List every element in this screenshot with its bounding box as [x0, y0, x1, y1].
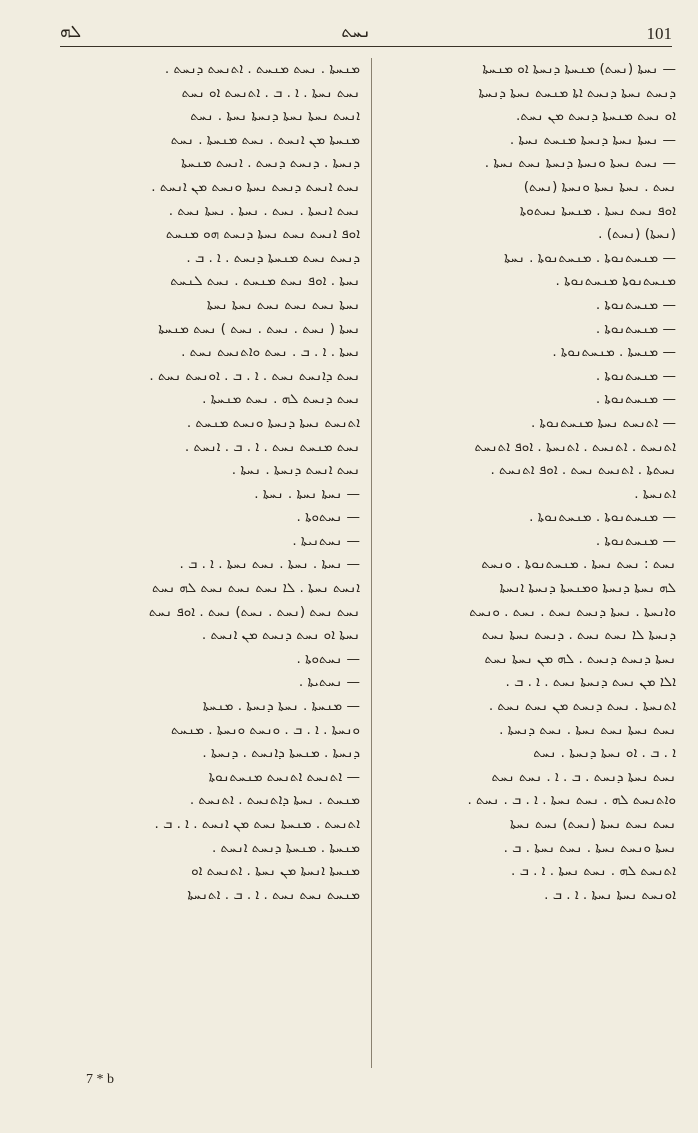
text-line: ܢܚܬܐ ܘܢܚܬ ܢܚܬܐ . ܢܚܬ ܢܚܬܐ . ܒ . [503, 839, 676, 856]
text-line: ܐܢܚܬ ܢܚܬܐ . ܠܐ ܢܚܬ ܢܚܬ ܢܚܬ ܠܗ ܢܚܬ [151, 580, 360, 597]
header-rule [60, 46, 672, 47]
text-line: ܢܚܬܬܐ . ܐܬܢܚܬ ܢܚܬ . ܐܘܦ ܐܬܢܚܬ . [490, 462, 676, 479]
text-line: ܢܚܬ ܢܚܬܐ . ܐ . ܒ . ܐܬܢܚܬ ܐܘ ܢܚܬ [181, 84, 360, 101]
text-line: — ܢܚܬܘܬܐ . [296, 509, 360, 526]
text-line: ܠܗ ܢܚܬܐ ܕܢܚܬܐ ܘܡܢܚܬܐ ܕܢܚܬܐ ܐܢܚܬܐ [499, 580, 676, 597]
text-line: ܡܢܚܬ ܢܚܬ ܢܚܬ . ܐ . ܒ . ܐܬܢܚܬܐ [187, 886, 360, 903]
text-line: — ܡܢܚܬܢܘܬܐ . [595, 391, 676, 408]
text-line: ܘܢܚܬܐ . ܐ . ܒ . ܘܢܚܬ ܘܢܚܬܐ . ܡܢܚܬ [170, 721, 360, 738]
right-column [380, 58, 676, 907]
text-line: ܡܢܚܬܐ ܐܢܚܬܐ ܡܢ ܢܚܬܐ . ܐܬܢܚܬ ܐܘ [191, 863, 360, 880]
text-line: ܡܢܚܬܐ ܡܢ ܐܢܚܬ . ܢܚܬ ܡܢܚܬܐ . ܢܚܬ [170, 131, 360, 148]
text-line: ܕܢܚܬܐ . ܕܢܚܬ ܕܢܚܬ . ܐܢܚܬ ܡܢܚܬܐ [181, 155, 360, 172]
text-line: ܢܚܬ ܕܐܢܚܬ ܢܚܬ . ܐ . ܒ . ܐܘܢܚܬ ܢܚܬ . [149, 367, 360, 384]
left-column [64, 58, 360, 907]
text-line: ܕܢܚܬ ܢܚܬ ܡܢܚܬܐ ܕܢܚܬ . ܐ . ܒ . [186, 249, 360, 266]
text-line: ܐܘܢܚܬ ܢܚܬܐ ܢܚܬܐ . ܐ . ܒ . [544, 886, 676, 903]
text-line: — ܢܚܬ ܢܚܬܐ ܘܢܚܬܐ ܕܢܚܬܐ ܢܚܬ ܢܚܬܐ . [484, 155, 676, 172]
text-line: ܐܬܢܚܬ ܠܗ . ܢܚܬ ܢܚܬܐ . ܐ . ܒ . [511, 863, 676, 880]
text-line: ܢܚܬ ܐܢܚܬ ܕܢܚܬܐ . ܢܚܬܐ . [231, 462, 360, 479]
page-header [40, 20, 672, 48]
text-line: — ܡܢܚܬܢܘܬܐ . [595, 367, 676, 384]
text-line: — ܡܢܚܬܢܘܬܐ . [595, 296, 676, 313]
column-divider [371, 58, 372, 1068]
text-line: ܐܘܦ ܢܚܬ ܢܚܬܐ . ܡܢܚܬܐ ܢܚܬܘܬܐ [519, 202, 676, 219]
text-line: ܢܚܬ : ܢܚܬ ܢܚܬܐ . ܡܢܚܬܢܘܬܐ . ܘܢܚܬ [481, 556, 676, 573]
text-line: ܢܚܬ ܐܢܚܬ ܕܢܚܬ ܢܚܬܐ ܘܢܚܬ ܡܢ ܐܢܚܬ . [151, 178, 360, 195]
page-number: 101 [646, 24, 672, 43]
text-line: ܢܚܬ ܐܢܚܬܐ . ܢܚܬ . ܢܚܬܐ . ܢܚܬܐ ܢܚܬ . [168, 202, 360, 219]
text-line: ܐܬܢܚܬ . ܡܢܚܬܐ ܢܚܬ ܡܢ ܐܢܚܬ . ܐ . ܒ . [154, 816, 360, 832]
text-line: — ܡܢܚܬܢܘܬܐ . [595, 320, 676, 337]
text-line: ܡܢܚܬܐ . ܢܚܬ ܡܢܚܬ . ܐܬܢܚܬ ܕܢܚܬ . [164, 61, 360, 77]
text-line: ܕܢܚܬܐ . ܡܢܚܬܐ ܕܐܢܚܬ . ܕܢܚܬܐ . [202, 745, 360, 762]
text-line: ܡܢܚܬܢܘܬܐ ܡܢܚܬܢܘܬܐ . [555, 273, 676, 290]
text-line: ܘܐܬܢܚܬ ܠܗ . ܢܚܬ ܢܚܬܐ . ܐ . ܒ . ܢܚܬ . [467, 792, 676, 809]
text-line: — ܐܬܢܚܬ ܐܬܢܚܬ ܡܢܚܬܢܘܬܐ [208, 768, 360, 785]
text-line: — ܢܚܬܐ ܢܚܬܐ . ܢܚܬܐ . [254, 485, 360, 502]
text-line: ܢܚܬܐ ( ܢܚܬ . ܢܚܬ . ܢܚܬ ) ܢܚܬ ܡܢܚܬܐ [158, 320, 360, 337]
text-line: ܐܬܢܚܬܐ . ܢܚܬ ܕܢܚܬ ܡܢ ܢܚܬ ܢܚܬ . [488, 698, 676, 715]
running-title: ܢܚܬ [341, 22, 371, 42]
text-line: ܢܚܬ ܢܚܬ ܢܚܬܐ (ܢܚܬ) ܢܚܬ ܢܚܬܐ [509, 816, 676, 832]
text-line: ܐܘ ܢܚܬ ܡܢܚܬܐ ܕܢܚܬ ܡܢ ܢܚܬ. [516, 108, 676, 125]
text-line: — ܡܢܚܬܐ . ܢܚܬܐ ܕܢܚܬܐ . ܡܢܚܬܐ [202, 698, 360, 715]
text-line: — ܡܢܚܬܐ . ܡܢܚܬܢܘܬܐ . [552, 344, 676, 361]
text-line: ܢܚܬ ܡܢܚܬ ܢܚܬ . ܐ . ܒ . ܐܢܚܬ . [184, 438, 360, 455]
text-line: — ܢܚܬܢܝܬܐ . [292, 532, 360, 549]
text-line: ܐܢܚܬ ܢܚܬܐ ܢܚܬܐ ܕܢܚܬܐ ܢܚܬܐ . ܢܚܬ [190, 108, 360, 125]
text-line: ܐܬܢܚܬܐ . [634, 485, 676, 502]
text-line: ܐܘܦ ܐܢܚܬ ܢܚܬ ܢܚܬܐ ܕܢܚܬ ܗܘ ܡܢܚܬ [165, 226, 360, 243]
text-line: ܢܚܬܐ . ܐܘܦ ܢܚܬ ܡܢܚܬ . ܢܚܬ ܠܢܚܬ [170, 273, 360, 290]
signature-mark: 7 * b [86, 1072, 114, 1087]
text-line: ܕܢܚܬܐ ܠܐ ܢܚܬ ܢܚܬ . ܕܢܚܬ ܢܚܬܐ ܢܚܬ [481, 627, 676, 644]
header-left-marker: ܠܗ [60, 22, 82, 42]
text-line: ܢܚܬ . ܢܚܬܐ ܢܚܬܐ ܘܢܚܬܐ (ܢܚܬ) [523, 178, 676, 195]
text-line: — ܢܚܬܐ (ܢܚܬ) ܡܢܚܬܐ ܕܢܚܬܐ ܐܘ ܡܢܚܬܐ [482, 61, 676, 77]
text-line: ܢܚܬ ܢܚܬ (ܢܚܬ . ܢܚܬ) ܢܚܬ . ܐܘܦ ܢܚܬ [148, 603, 360, 620]
text-line: ܢܚܬ ܕܢܚܬ ܠܗ . ܢܚܬ ܡܢܚܬܐ . [202, 391, 360, 408]
text-line: ܡܢܚܬ . ܢܚܬܐ ܕܐܬܢܚܬ . ܐܬܢܚܬ . [189, 792, 360, 809]
text-line: — ܢܚܬܘܬܐ . [296, 650, 360, 667]
text-line: ܐܬܢܚܬ ܢܚܬܐ ܕܢܚܬܐ ܘܢܚܬ ܡܢܚܬ . [186, 414, 360, 431]
text-line: ܕܢܚܬ ܢܚܬܐ ܕܢܚܬ ܐܬܐ ܡܢܚܬ ܢܚܬܐ ܕܢܚܬܐ [478, 84, 676, 101]
text-line: ܢܚܬܐ ܕܢܚܬ ܕܢܚܬ . ܠܗ ܡܢ ܢܚܬܐ ܢܚܬ [484, 650, 676, 667]
text-line: ܘܐܢܚܬܐ . ܢܚܬܐ ܕܢܚܬ ܢܚܬ . ܢܚܬ . ܘܢܚܬ [469, 603, 676, 620]
text-line: — ܡܢܚܬܢܘܬܐ . ܡܢܚܬܢܘܬܐ . ܢܚܬܐ [504, 249, 676, 266]
text-line: — ܢܚܬܐ . ܢܚܬܐ . ܢܚܬ ܢܚܬܐ . ܐ . ܒ . [179, 556, 360, 573]
text-line: ܢܚܬܐ . ܐ . ܒ . ܢܚܬ ܘܐܬܢܚܬ ܢܚܬ . [181, 344, 360, 361]
text-line: ܐܬܢܚܬ . ܐܬܢܚܬ . ܐܬܢܚܬܐ . ܐܘܦ ܐܬܢܚܬ [474, 438, 676, 455]
text-line: ܢܚܬ ܢܚܬܐ ܕܢܚܬ . ܒ . ܐ . ܢܚܬ ܢܚܬ [491, 768, 676, 785]
text-line: ܡܢܚܬܐ . ܡܢܚܬܐ ܕܢܚܬ ܐܢܚܬ . [211, 839, 360, 856]
text-line: — ܢܚܬܐ ܢܚܬܐ ܕܢܚܬܐ ܡܢܚܬ ܢܚܬܐ . [509, 131, 676, 148]
text-line: ܐ . ܒ . ܐܘ ܢܚܬܐ ܕܢܚܬܐ . ܢܚܬ [533, 745, 676, 762]
text-line: — ܢܚܬܝܬܐ . [298, 674, 360, 691]
text-line: — ܡܢܚܬܢܘܬܐ . [595, 532, 676, 549]
text-line: — ܐܬܢܚܬ ܢܚܬܐ ܡܢܚܬܢܘܬܐ . [530, 414, 676, 431]
text-line: ܐܠܐ ܡܢ ܢܚܬ ܕܢܚܬܐ ܢܚܬ . ܐ . ܒ . [505, 674, 676, 691]
text-line: ܢܚܬܐ ܐܘ ܢܚܬ ܕܢܚܬ ܡܢ ܐܢܚܬ . [201, 627, 360, 644]
text-line: (ܢܚܬܐ) (ܢܚܬ) . [598, 226, 676, 243]
text-line: — ܡܢܚܬܢܘܬܐ . ܡܢܚܬܢܘܬܐ . [529, 509, 676, 526]
text-line: ܢܚܬ ܢܚܬܐ ܢܚܬ ܢܚܬܐ . ܢܚܬ ܕܢܚܬܐ . [499, 721, 676, 738]
text-line: ܢܚܬܐ ܢܚܬ ܢܚܬ ܢܚܬ ܢܚܬܐ ܢܚܬܐ [206, 296, 360, 313]
